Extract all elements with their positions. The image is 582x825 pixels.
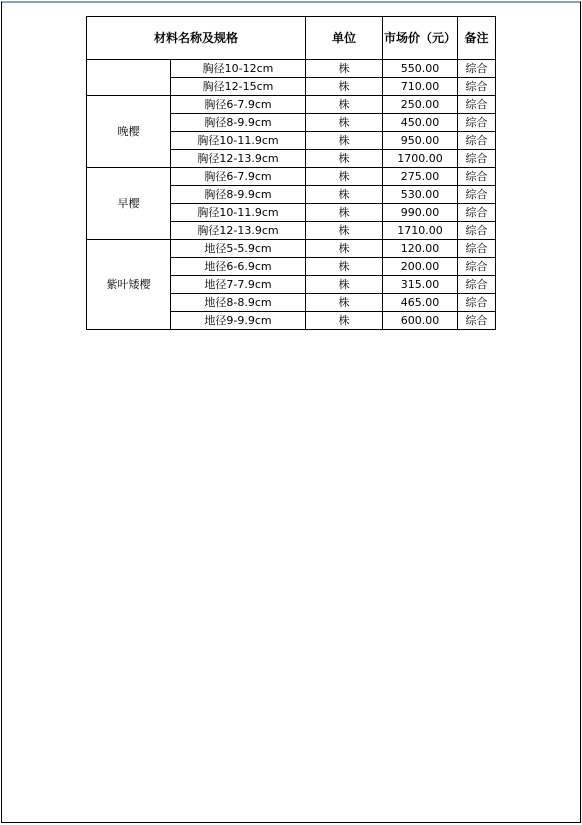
spec-cell: 胸径12-15cm [171, 78, 306, 96]
unit-cell: 株 [306, 186, 383, 204]
group-name-cell: 紫叶矮樱 [87, 240, 171, 330]
unit-cell: 株 [306, 312, 383, 330]
price-cell: 465.00 [383, 294, 458, 312]
price-cell: 1700.00 [383, 150, 458, 168]
spec-cell: 胸径10-11.9cm [171, 132, 306, 150]
unit-cell: 株 [306, 258, 383, 276]
group-name-cell: 晚樱 [87, 96, 171, 168]
table-row [87, 168, 496, 186]
price-cell: 275.00 [383, 168, 458, 186]
header-name-spec: 材料名称及规格 [87, 17, 306, 60]
unit-cell: 株 [306, 96, 383, 114]
remark-cell: 综合 [458, 150, 496, 168]
spec-cell: 胸径8-9.9cm [171, 186, 306, 204]
spec-cell: 地径5-5.9cm [171, 240, 306, 258]
price-cell: 530.00 [383, 186, 458, 204]
price-cell: 550.00 [383, 60, 458, 78]
remark-cell: 综合 [458, 258, 496, 276]
unit-cell: 株 [306, 240, 383, 258]
page-top-border [2, 2, 580, 3]
header-price: 市场价（元） [383, 17, 458, 60]
price-cell: 315.00 [383, 276, 458, 294]
remark-cell: 综合 [458, 132, 496, 150]
unit-cell: 株 [306, 132, 383, 150]
remark-cell: 综合 [458, 312, 496, 330]
price-cell: 250.00 [383, 96, 458, 114]
unit-cell: 株 [306, 222, 383, 240]
remark-cell: 综合 [458, 78, 496, 96]
remark-cell: 综合 [458, 294, 496, 312]
spec-cell: 胸径12-13.9cm [171, 222, 306, 240]
spec-cell: 胸径10-11.9cm [171, 204, 306, 222]
spec-cell: 地径6-6.9cm [171, 258, 306, 276]
spec-cell: 胸径6-7.9cm [171, 168, 306, 186]
spec-cell: 胸径8-9.9cm [171, 114, 306, 132]
price-cell: 950.00 [383, 132, 458, 150]
unit-cell: 株 [306, 168, 383, 186]
header-remark: 备注 [458, 17, 496, 60]
unit-cell: 株 [306, 276, 383, 294]
remark-cell: 综合 [458, 60, 496, 78]
spec-cell: 地径8-8.9cm [171, 294, 306, 312]
unit-cell: 株 [306, 204, 383, 222]
price-cell: 1710.00 [383, 222, 458, 240]
unit-cell: 株 [306, 114, 383, 132]
spec-cell: 胸径10-12cm [171, 60, 306, 78]
unit-cell: 株 [306, 60, 383, 78]
spec-cell: 地径7-7.9cm [171, 276, 306, 294]
table-row [87, 96, 496, 114]
unit-cell: 株 [306, 294, 383, 312]
price-cell: 450.00 [383, 114, 458, 132]
group-name-cell [87, 60, 171, 96]
table-header-row [87, 17, 496, 60]
document-page [1, 1, 581, 823]
price-cell: 600.00 [383, 312, 458, 330]
remark-cell: 综合 [458, 114, 496, 132]
table-body [87, 60, 496, 330]
remark-cell: 综合 [458, 204, 496, 222]
remark-cell: 综合 [458, 186, 496, 204]
header-unit: 单位 [306, 17, 383, 60]
price-table [86, 16, 496, 330]
unit-cell: 株 [306, 150, 383, 168]
price-cell: 120.00 [383, 240, 458, 258]
table-row [87, 240, 496, 258]
remark-cell: 综合 [458, 240, 496, 258]
unit-cell: 株 [306, 78, 383, 96]
remark-cell: 综合 [458, 168, 496, 186]
price-cell: 710.00 [383, 78, 458, 96]
spec-cell: 地径9-9.9cm [171, 312, 306, 330]
price-cell: 200.00 [383, 258, 458, 276]
group-name-cell: 早樱 [87, 168, 171, 240]
remark-cell: 综合 [458, 222, 496, 240]
spec-cell: 胸径6-7.9cm [171, 96, 306, 114]
remark-cell: 综合 [458, 96, 496, 114]
price-cell: 990.00 [383, 204, 458, 222]
spec-cell: 胸径12-13.9cm [171, 150, 306, 168]
remark-cell: 综合 [458, 276, 496, 294]
table-row [87, 60, 496, 78]
